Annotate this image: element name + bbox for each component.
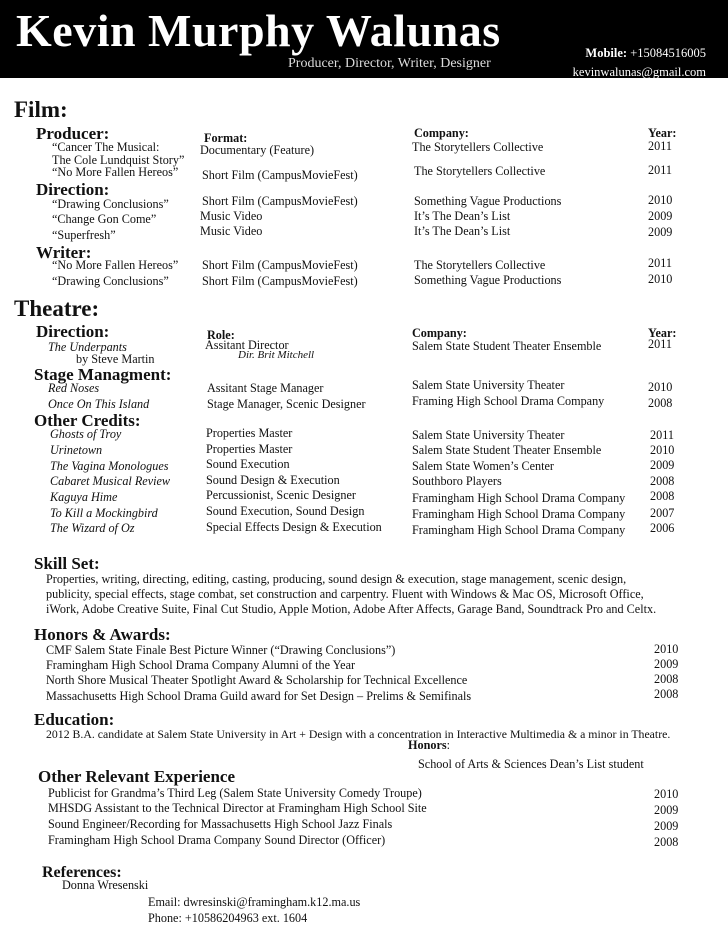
film-format: Music Video <box>200 209 263 223</box>
film-title: “Drawing Conclusions” <box>52 274 169 288</box>
experience-year: 2009 <box>654 819 679 833</box>
education-heading: Education: <box>34 710 115 729</box>
experience-year: 2008 <box>654 835 679 849</box>
film-format-header: Format: <box>204 131 248 145</box>
film-company: The Storytellers Collective <box>414 164 546 178</box>
film-company: It’s The Dean’s List <box>414 224 511 238</box>
credit-title: Kaguya Hime <box>50 490 118 504</box>
film-company: The Storytellers Collective <box>414 258 546 272</box>
theatre-role: Assitant Director <box>205 338 289 352</box>
education-honors-text: School of Arts & Sciences Dean’s List student <box>418 757 644 771</box>
experience-item: Sound Engineer/Recording for Massachusetts High School Jazz Finals <box>48 817 393 831</box>
credit-company: Salem State Women’s Center <box>412 459 554 473</box>
honor-year: 2010 <box>654 642 679 656</box>
credit-year: 2011 <box>650 428 674 442</box>
credit-company: Southboro Players <box>412 474 502 488</box>
reference-phone: Phone: +10586204963 ext. 1604 <box>148 911 308 925</box>
theatre-company: Salem State Student Theater Ensemble <box>412 339 602 353</box>
film-title: “Superfresh” <box>52 228 116 242</box>
credit-title: Urinetown <box>50 443 103 457</box>
film-company: The Storytellers Collective <box>412 140 544 154</box>
credit-year: 2009 <box>650 458 675 472</box>
theatre-role: Stage Manager, Scenic Designer <box>207 397 366 411</box>
theatre-company-header: Company: <box>412 326 467 340</box>
honor-item: CMF Salem State Finale Best Picture Winner (“Drawing Conclusions”) <box>46 643 396 657</box>
theatre-role-header: Role: <box>207 328 235 342</box>
education-line: 2012 B.A. candidate at Salem State University in Art + Design with a concentration in Interactive Multimedia & a minor in Theatre. <box>46 727 671 741</box>
credit-year: 2006 <box>650 521 675 535</box>
credit-title: The Vagina Monologues <box>50 459 169 473</box>
credit-company: Framingham High School Drama Company <box>412 523 626 537</box>
film-direction-heading: Direction: <box>36 180 110 199</box>
film-title: “No More Fallen Hereos” <box>52 258 179 272</box>
credit-role: Special Effects Design & Execution <box>206 520 382 534</box>
credit-title: The Wizard of Oz <box>50 521 135 535</box>
film-format: Short Film (CampusMovieFest) <box>202 274 358 288</box>
skills-line: publicity, special effects, stage combat, set construction and carpentry. Fluent with Windows & Mac OS, Microsoft Office, <box>46 587 644 601</box>
theatre-year: 2011 <box>648 337 672 351</box>
honor-year: 2008 <box>654 672 679 686</box>
theatre-role: Assitant Stage Manager <box>207 381 324 395</box>
credit-role: Properties Master <box>206 426 293 440</box>
reference-name: Donna Wresenski <box>62 878 149 892</box>
references-heading: References: <box>42 864 122 881</box>
film-year: 2010 <box>648 272 673 286</box>
credit-title: Ghosts of Troy <box>50 427 122 441</box>
play-author: by Steve Martin <box>76 352 155 366</box>
credit-company: Framingham High School Drama Company <box>412 491 626 505</box>
theatre-year-header: Year: <box>648 326 677 340</box>
film-year: 2011 <box>648 139 672 153</box>
theatre-company: Salem State University Theater <box>412 378 565 392</box>
credit-role: Properties Master <box>206 442 293 456</box>
credit-year: 2010 <box>650 443 675 457</box>
credit-role: Percussionist, Scenic Designer <box>206 488 356 502</box>
credit-company: Salem State University Theater <box>412 428 565 442</box>
experience-item: Framingham High School Drama Company Sound Director (Officer) <box>48 833 386 847</box>
email-address: kevinwalunas@gmail.com <box>572 65 706 79</box>
film-title: “Change Gon Come” <box>52 212 157 226</box>
credit-role: Sound Execution <box>206 457 290 471</box>
credit-year: 2008 <box>650 474 675 488</box>
film-format: Short Film (CampusMovieFest) <box>202 194 358 208</box>
film-company: It’s The Dean’s List <box>414 209 511 223</box>
honor-item: North Shore Musical Theater Spotlight Award & Scholarship for Technical Excellence <box>46 673 468 687</box>
film-title: “No More Fallen Hereos” <box>52 165 179 179</box>
film-year: 2010 <box>648 193 673 207</box>
film-writer-heading: Writer: <box>36 243 92 262</box>
theatre-year: 2008 <box>648 396 673 410</box>
theatre-heading: Theatre: <box>14 296 100 321</box>
film-format: Short Film (CampusMovieFest) <box>202 168 358 182</box>
credit-title: Cabaret Musical Review <box>50 474 171 488</box>
experience-item: Publicist for Grandma’s Third Leg (Salem State University Comedy Troupe) <box>48 786 422 800</box>
education-honors-colon: : <box>446 738 450 752</box>
theatre-year: 2010 <box>648 380 673 394</box>
honor-item: Massachusetts High School Drama Guild award for Set Design – Prelims & Semifinals <box>46 689 472 703</box>
play-title: Red Noses <box>48 381 100 395</box>
credit-year: 2007 <box>650 506 675 520</box>
film-heading: Film: <box>14 97 68 122</box>
education-honors <box>408 738 450 753</box>
credit-company: Salem State Student Theater Ensemble <box>412 443 602 457</box>
honor-item: Framingham High School Drama Company Alumni of the Year <box>46 658 356 672</box>
play-title: The Underpants <box>48 340 127 354</box>
credit-role: Sound Execution, Sound Design <box>206 504 365 518</box>
experience-heading: Other Relevant Experience <box>38 767 236 786</box>
film-title: “Drawing Conclusions” <box>52 197 169 211</box>
film-year-header: Year: <box>648 126 677 140</box>
credit-title: To Kill a Mockingbird <box>50 506 158 520</box>
experience-year: 2009 <box>654 803 679 817</box>
film-company-header: Company: <box>414 126 469 140</box>
film-format: Music Video <box>200 224 263 238</box>
theatre-company: Framing High School Drama Company <box>412 394 605 408</box>
skills-heading: Skill Set: <box>34 554 100 573</box>
film-year: 2009 <box>648 225 673 239</box>
honors-heading: Honors & Awards: <box>34 625 171 644</box>
film-year: 2011 <box>648 163 672 177</box>
film-year: 2011 <box>648 256 672 270</box>
credit-role: Sound Design & Execution <box>206 473 340 487</box>
skills-line: iWork, Adobe Creative Suite, Final Cut Studio, Apple Motion, Adobe After Affects, Garage Band, Soundtrack Pro and Celtx. <box>46 602 657 616</box>
experience-item: MHSDG Assistant to the Technical Director at Framingham High School Site <box>48 801 427 815</box>
resume-roles: Producer, Director, Writer, Designer <box>288 56 491 71</box>
education-honors-label: Honors <box>408 738 447 752</box>
film-company: Something Vague Productions <box>414 194 562 208</box>
film-format: Short Film (CampusMovieFest) <box>202 258 358 272</box>
honor-year: 2008 <box>654 687 679 701</box>
film-title: The Cole Lundquist Story” <box>52 153 185 167</box>
theatre-other-heading: Other Credits: <box>34 411 141 430</box>
credit-year: 2008 <box>650 489 675 503</box>
experience-year: 2010 <box>654 787 679 801</box>
film-year: 2009 <box>648 209 673 223</box>
film-producer-heading: Producer: <box>36 124 110 143</box>
resume-name: Kevin Murphy Walunas <box>16 5 501 56</box>
film-company: Something Vague Productions <box>414 273 562 287</box>
film-title: “Cancer The Musical: <box>52 140 160 154</box>
credit-company: Framingham High School Drama Company <box>412 507 626 521</box>
mobile-number: +15084516005 <box>630 46 706 60</box>
theatre-stage-heading: Stage Managment: <box>34 365 172 384</box>
contact-block <box>573 44 706 82</box>
mobile-label: Mobile: <box>585 46 628 60</box>
skills-line: Properties, writing, directing, editing, casting, producing, sound design & execution, stage management, scenic design, <box>46 572 627 586</box>
reference-email: Email: dwresinski@framingham.k12.ma.us <box>148 895 361 909</box>
play-title: Once On This Island <box>48 397 150 411</box>
honor-year: 2009 <box>654 657 679 671</box>
theatre-role-director: Dir. Brit Mitchell <box>238 349 315 361</box>
theatre-direction-heading: Direction: <box>36 322 110 341</box>
film-format: Documentary (Feature) <box>200 143 315 157</box>
